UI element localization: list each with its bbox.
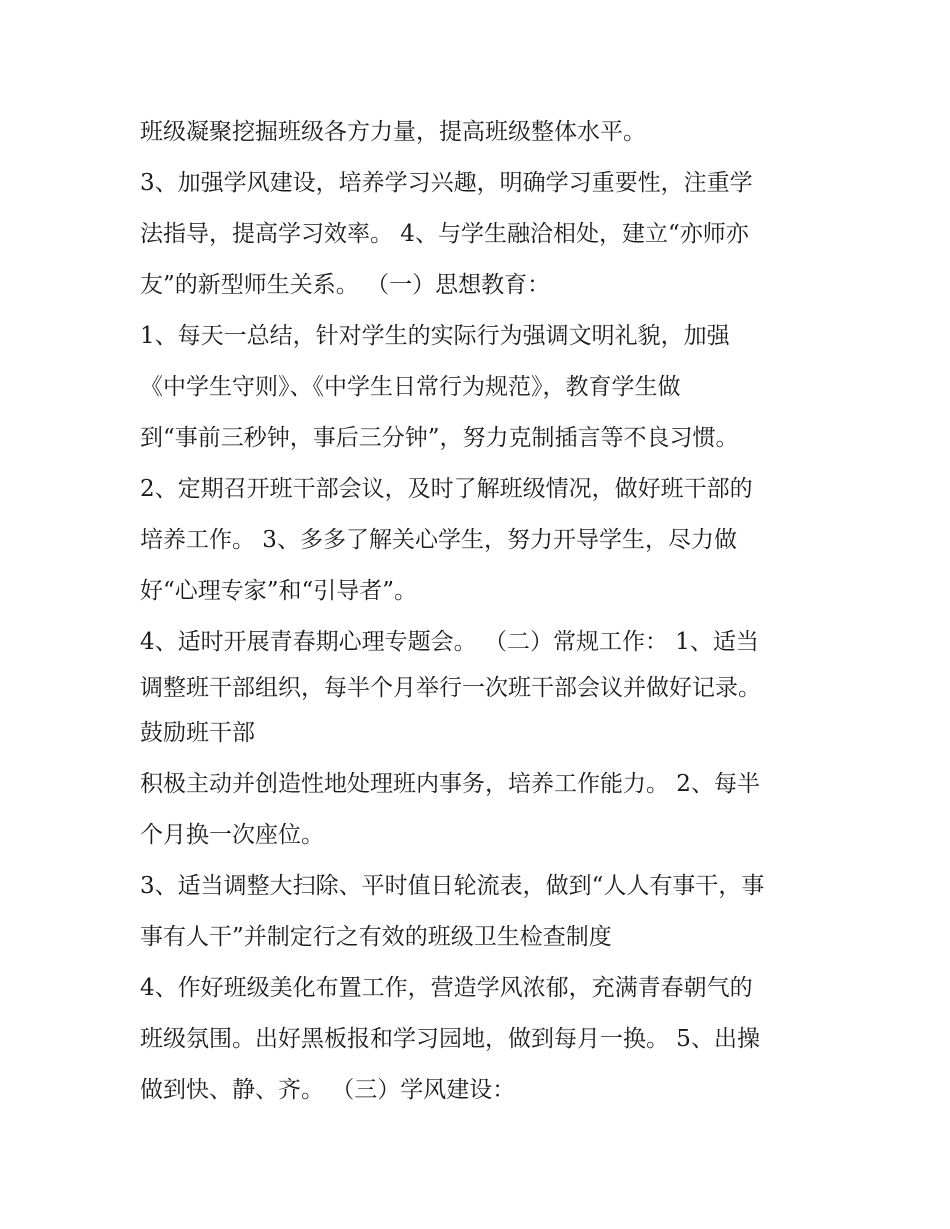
text-line-11: 4、适时开展青春期心理专题会。 （二）常规工作： 1、适当 (140, 629, 759, 655)
text-line-18: 4、作好班级美化布置工作，营造学风浓郁，充满青春朝气的 (140, 975, 753, 1001)
text-line-16: 3、适当调整大扫除、平时值日轮流表，做到“人人有事干，事 (140, 873, 765, 899)
text-line-14: 积极主动并创造性地处理班内事务，培养工作能力。 2、每半 (140, 771, 760, 797)
text-line-8: 2、定期召开班干部会议，及时了解班级情况，做好班干部的 (140, 476, 753, 502)
text-line-4: 友”的新型师生关系。 （一）思想教育： (140, 272, 551, 298)
text-line-13: 鼓励班干部 (140, 720, 255, 746)
body-text (140, 107, 830, 1116)
text-line-15: 个月换一次座位。 (140, 822, 324, 848)
text-line-6: 《中学生守则》、《中学生日常行为规范》，教育学生做 (140, 374, 681, 400)
text-line-5: 1、每天一总结，针对学生的实际行为强调文明礼貌，加强 (140, 323, 730, 349)
text-line-1: 班级凝聚挖掘班级各方力量，提高班级整体水平。 (140, 119, 646, 145)
text-line-2: 3、加强学风建设，培养学习兴趣，明确学习重要性，注重学 (140, 170, 753, 196)
text-line-10: 好“心理专家”和“引导者”。 (140, 578, 418, 604)
text-line-20: 做到快、静、齐。 （三）学风建设： (140, 1077, 516, 1103)
text-line-9: 培养工作。 3、多多了解关心学生，努力开导学生，尽力做 (140, 527, 737, 553)
text-line-19: 班级氛围。出好黑板报和学习园地，做到每月一换。 5、出操 (140, 1026, 760, 1052)
text-line-12: 调整班干部组织，每半个月举行一次班干部会议并做好记录。 (140, 675, 761, 701)
text-line-7: 到“事前三秒钟，事后三分钟”，努力克制插言等不良习惯。 (140, 425, 739, 451)
text-line-17: 事有人干”并制定行之有效的班级卫生检查制度 (140, 924, 612, 950)
text-line-3: 法指导，提高学习效率。 4、与学生融洽相处，建立“亦师亦 (140, 221, 749, 247)
